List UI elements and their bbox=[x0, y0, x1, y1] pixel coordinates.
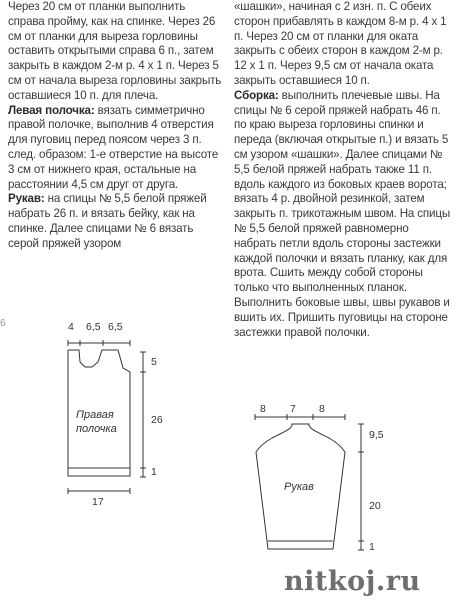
sleeve-continuation-paragraph: «шашки», начиная с 2 изн. п. С обеих сторон прибавлять в каждом 8-м р. 4 х 1 п. Через 20 см от планки для оката закрыть с обеих сторон в каждом 2-м р. 12 х 1 п. Через 9,5 см от начала оката закрыть оставшиеся 10 п. bbox=[234, 0, 447, 87]
sleeve-heading: Рукав: bbox=[8, 192, 45, 206]
page-edge-mark: 6 bbox=[0, 318, 6, 329]
assembly-heading: Сборка: bbox=[234, 88, 279, 102]
front-dim-right-2: 26 bbox=[151, 414, 163, 426]
front-dim-top-2: 6,5 bbox=[86, 321, 101, 333]
sleeve-piece-label: Рукав bbox=[284, 481, 314, 493]
site-watermark: nitkoj.ru bbox=[284, 566, 421, 597]
sleeve-dim-right-1: 9,5 bbox=[369, 429, 384, 441]
front-dim-top-3: 6,5 bbox=[108, 321, 123, 333]
front-dim-top-1: 4 bbox=[68, 321, 74, 333]
front-label-line2: полочка bbox=[76, 423, 117, 435]
front-neckline-paragraph: Через 20 см от планки выполнить справа пройму, как на спинке. Через 26 см от планки для выреза горловины оставить открытыми справа 6 п., затем закрыть в каждом 2-м р. 4 х 1 п. Через 5 см от начала выреза горловины закрыть оставшиеся 10 п. для плеча. bbox=[8, 0, 222, 102]
left-front-text: вязать симметрично правой полочке, выполнив 4 отверстия для пуговиц перед поясом через 3 п. след. образом: 1-е отверстие на высоте 3 см от нижнего края, остальные на расстоянии 4,5 см друг от друга. bbox=[8, 103, 219, 191]
left-front-heading: Левая полочка: bbox=[8, 103, 95, 117]
sleeve-dim-right-3: 1 bbox=[369, 541, 375, 553]
front-dim-right-3: 1 bbox=[151, 466, 157, 478]
sleeve-text: на спицы № 5,5 белой пряжей набрать 26 п. и вязать бейку, как на спинке. Далее спицами № 6 вязать серой пряжей узором bbox=[8, 192, 207, 250]
front-label-line1: Правая bbox=[76, 409, 114, 421]
assembly-text: выполнить плечевые швы. На спицы № 6 серой пряжей набрать 46 п. по краю выреза горловины спинки и переда (включая открытые п.) и вязать 5 см узором «шашки». Далее спицами № 5,5 белой пряжей набрать также 11 п. вдоль каждого из боковых краев ворота; вязать 4 р. двойной резинкой, затем закрыть п. трикотажным швом. На спицы № 5,5 белой пряжей равномерно набрать петли вдоль стороны застежки каждой полочки и вязать планку, как для врота. Сшить между собой стороны только что выполненных планок. Выполнить боковые швы, швы рукавов и вшить их. Пришить пуговицы на стороне застежки правой полочки. bbox=[234, 88, 451, 339]
sleeve-dim-top-2: 7 bbox=[290, 403, 296, 415]
front-dim-bottom: 17 bbox=[92, 496, 104, 508]
front-piece-label bbox=[76, 408, 117, 436]
sleeve-dim-right-2: 20 bbox=[369, 500, 381, 512]
front-dim-right-1: 5 bbox=[151, 356, 157, 368]
sleeve-dim-top-1: 8 bbox=[260, 403, 266, 415]
sleeve-dim-top-3: 8 bbox=[319, 403, 325, 415]
